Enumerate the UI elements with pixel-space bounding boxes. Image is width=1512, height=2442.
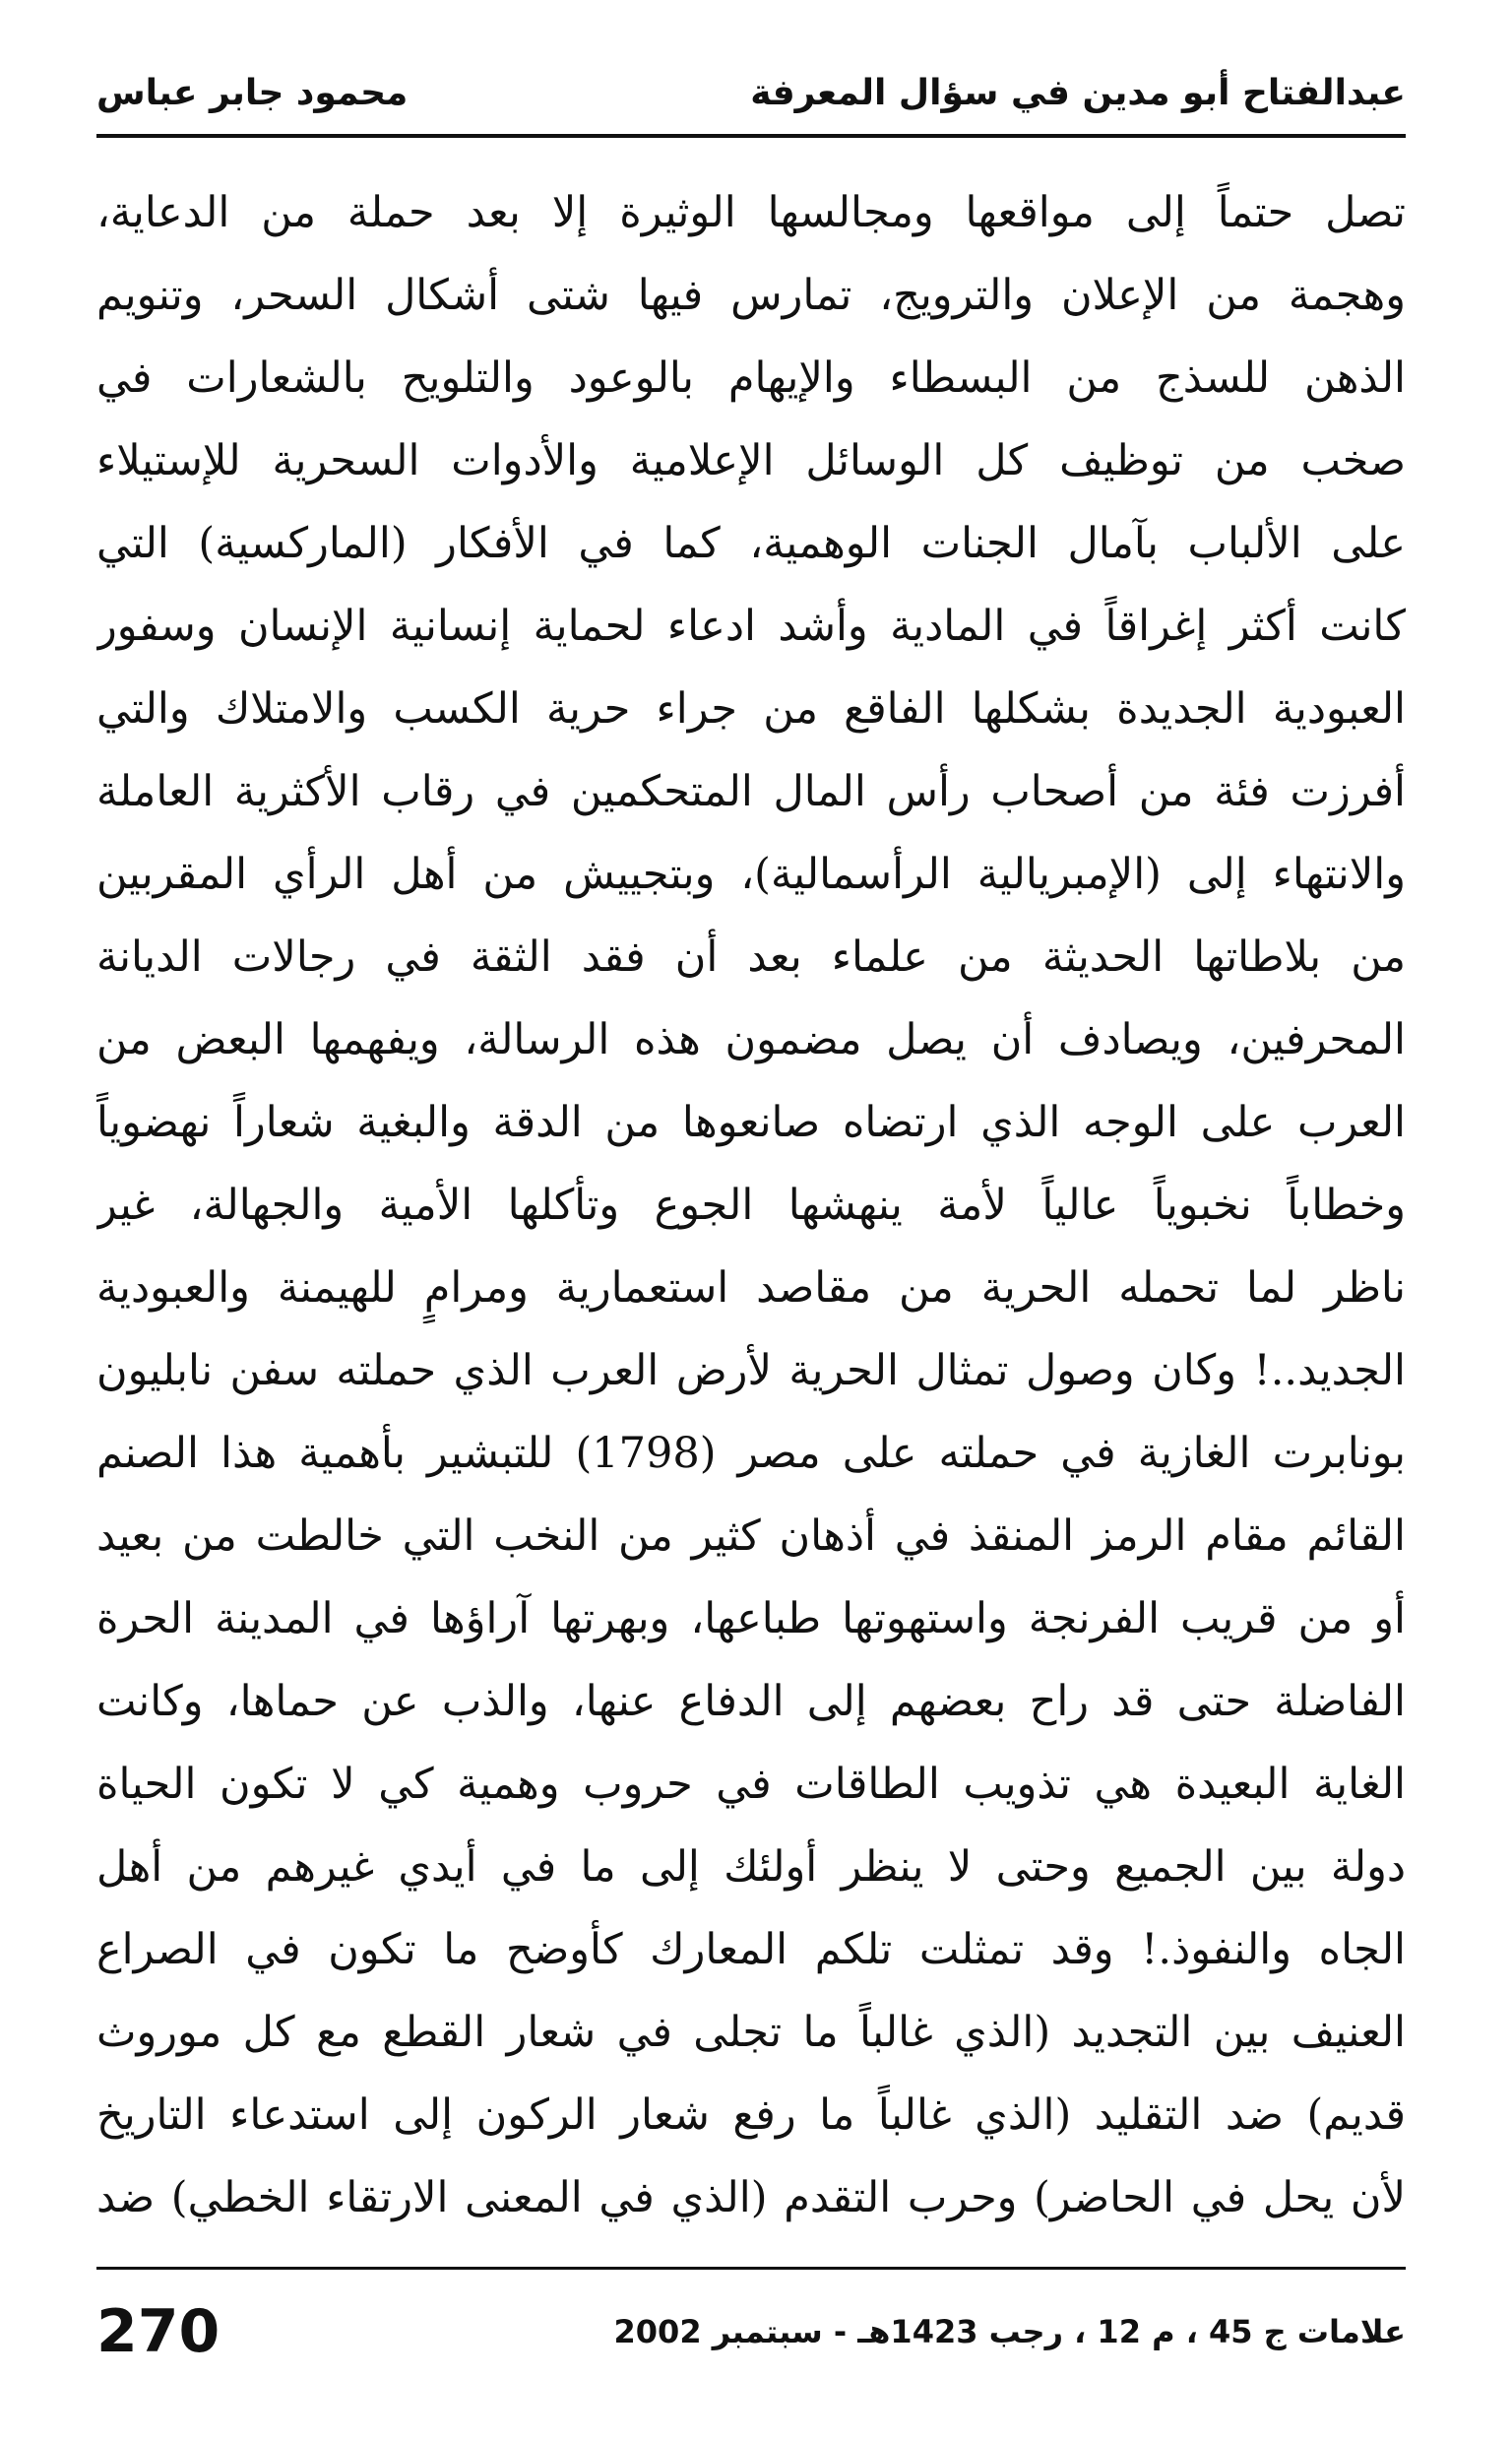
text-line: أفرزت فئة من أصحاب رأس المال المتحكمين في رقاب الأكثرية العاملة [96,767,1406,816]
text-line: وهجمة من الإعلان والترويج، تمارس فيها شتى أشكال السحر، وتنويم [96,271,1406,320]
text-line: دولة بين الجميع وحتى لا ينظر أولئك إلى ما في أيدي غيرهم من أهل [96,1842,1406,1892]
text-line: لأن يحل في الحاضر) وحرب التقدم (الذي في المعنى الارتقاء الخطي) ضد [96,2173,1406,2222]
text-line: والانتهاء إلى (الإمبريالية الرأسمالية)، وبتجييش من أهل الرأي المقربين [96,850,1406,899]
text-line: كانت أكثر إغراقاً في المادية وأشد ادعاء لحماية إنسانية الإنسان وسفور [96,602,1406,651]
text-line: القائم مقام الرمز المنقذ في أذهان كثير من النخب التي خالطت من بعيد [96,1511,1406,1561]
text-line: العنيف بين التجديد (الذي غالباً ما تجلى في شعار القطع مع كل موروث [96,2008,1406,2057]
running-footer [96,2282,1406,2381]
text-line: قديم) ضد التقليد (الذي غالباً ما رفع شعار الركون إلى استدعاء التاريخ [96,2090,1406,2140]
text-line: من بلاطاتها الحديثة من علماء بعد أن فقد الثقة في رجالات الديانة [96,932,1406,982]
author-name: محمود جابر عباس [96,72,409,113]
text-line: صخب من توظيف كل الوسائل الإعلامية والأدوات السحرية للإستيلاء [96,436,1406,485]
text-line: الفاضلة حتى قد راح بعضهم إلى الدفاع عنها، والذب عن حماها، وكانت [96,1677,1406,1726]
text-line: وخطاباً نخبوياً عالياً لأمة ينهشها الجوع وتأكلها الأمية والجهالة، غير [96,1181,1406,1230]
text-line: أو من قريب الفرنجة واستهوتها طباعها، وبهرتها آراؤها في المدينة الحرة [96,1594,1406,1643]
page-number: 270 [96,2297,220,2366]
running-header [96,51,1406,134]
article-title: عبدالفتاح أبو مدين في سؤال المعرفة [750,72,1406,113]
footer-divider [96,2267,1406,2270]
text-line: المحرفين، ويصادف أن يصل مضمون هذه الرسالة، ويفهمها البعض من [96,1015,1406,1064]
body-text [96,177,1406,2255]
text-line: الجديد..! وكان وصول تمثال الحرية لأرض العرب الذي حملته سفن نابليون [96,1346,1406,1395]
issue-info: علامات ج 45 ، م 12 ، رجب 1423هـ - سبتمبر 2002 [613,2313,1406,2350]
text-line: على الألباب بآمال الجنات الوهمية، كما في الأفكار (الماركسية) التي [96,519,1406,568]
text-line: بونابرت الغازية في حملته على مصر (1798) للتبشير بأهمية هذا الصنم [96,1429,1406,1478]
text-line: العرب على الوجه الذي ارتضاه صانعوها من الدقة والبغية شعاراً نهضوياً [96,1098,1406,1147]
text-line: العبودية الجديدة بشكلها الفاقع من جراء حرية الكسب والامتلاك والتي [96,684,1406,734]
header-divider [96,134,1406,138]
text-line: الذهن للسذج من البسطاء والإيهام بالوعود والتلويح بالشعارات في [96,353,1406,403]
text-line: الغاية البعيدة هي تذويب الطاقات في حروب وهمية كي لا تكون الحياة [96,1760,1406,1809]
text-line: ناظر لما تحمله الحرية من مقاصد استعمارية ومرامٍ للهيمنة والعبودية [96,1263,1406,1313]
text-line: الجاه والنفوذ.! وقد تمثلت تلكم المعارك كأوضح ما تكون في الصراع [96,1925,1406,1974]
text-line: تصل حتماً إلى مواقعها ومجالسها الوثيرة إلا بعد حملة من الدعاية، [96,188,1406,237]
